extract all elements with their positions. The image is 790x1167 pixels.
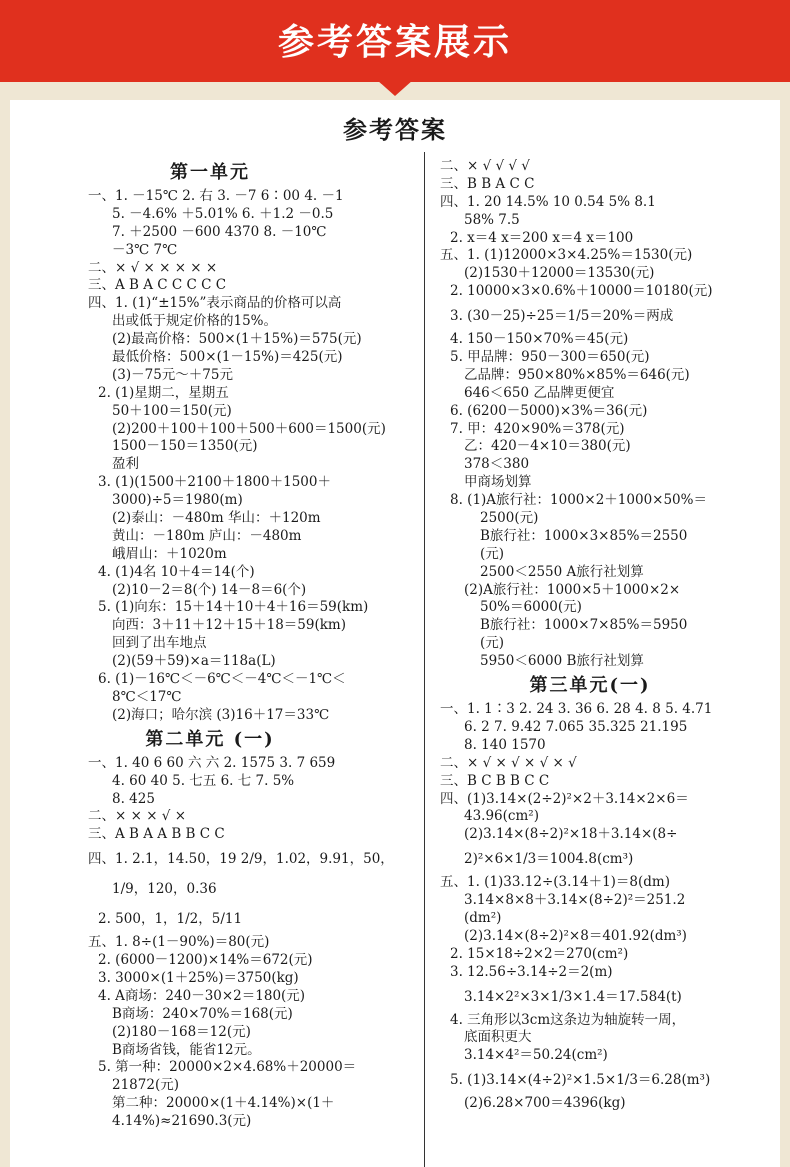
answer-line: 五、1. (1)33.12÷(3.14＋1)＝8(dm) xyxy=(440,874,671,891)
answer-line: 21872(元) xyxy=(112,1077,179,1094)
answer-line: 五、1. 8÷(1－90%)＝80(元) xyxy=(88,934,270,951)
answer-line: 50%＝6000(元) xyxy=(480,599,582,616)
answer-line: 峨眉山：＋1020m xyxy=(112,545,227,562)
answer-line: 出或低于规定价格的15%。 xyxy=(112,313,278,330)
answer-line: 四、1. 2.1，14.50，19 2/9，1.02，9.91，50， xyxy=(88,851,394,868)
answer-line: 5950＜6000 B旅行社划算 xyxy=(480,653,644,670)
answer-line: 4. 60 40 5. 七五 6. 七 7. 5% xyxy=(112,772,295,789)
answer-sheet xyxy=(10,100,780,1167)
answer-line: 5. 甲品牌：950－300＝650(元) xyxy=(450,349,650,366)
answer-line: (2)1530＋12000＝13530(元) xyxy=(464,265,655,282)
answer-line: －3℃ 7℃ xyxy=(112,241,178,258)
answer-line: 3. 3000×(1＋25%)＝3750(kg) xyxy=(98,969,299,986)
answer-line: (2)海口；哈尔滨 (3)16＋17＝33℃ xyxy=(112,706,330,723)
answer-line: 底面积更大 xyxy=(464,1029,532,1046)
answer-line: 二、× × × √ × xyxy=(88,808,187,825)
answer-line: 3. (30－25)÷25＝1/5＝20%＝两成 xyxy=(450,308,674,325)
answer-line: 3.14×8×8＋3.14×(8÷2)²＝251.2 xyxy=(464,892,686,909)
answer-line: 4. 三角形以3cm这条边为轴旋转一周， xyxy=(450,1011,686,1028)
answer-line: 三、A B A C C C C C xyxy=(88,277,227,294)
answer-line: 四、1. (1)“±15%”表示商品的价格可以高 xyxy=(88,295,342,312)
answer-line: (dm²) xyxy=(464,909,502,926)
answer-line: 8. (1)A旅行社：1000×2＋1000×50%＝ xyxy=(450,492,707,509)
answer-line: (2)泰山：－480m 华山：＋120m xyxy=(112,510,321,527)
answer-line: 4. (1)4名 10＋4＝14(个) xyxy=(98,563,255,580)
answer-line: 黄山：－180m 庐山：－480m xyxy=(112,527,302,544)
answer-line: (2)6.28×700＝4396(kg) xyxy=(464,1095,626,1112)
banner-pointer xyxy=(377,80,413,96)
unit-heading: 第一单元 xyxy=(170,162,250,183)
answer-line: 3. (1)(1500＋2100＋1800＋1500＋ xyxy=(98,474,331,491)
answer-line: 5. (1)向东：15＋14＋10＋4＋16＝59(km) xyxy=(98,599,369,616)
answer-line: 三、A B A A B B C C xyxy=(88,826,225,843)
answer-line: 四、(1)3.14×(2÷2)²×2＋3.14×2×6＝ xyxy=(440,790,689,807)
answer-line: 8. 425 xyxy=(112,790,155,807)
answer-line: 二、× √ √ √ √ xyxy=(440,158,530,174)
answer-line: B旅行社：1000×7×85%＝5950 xyxy=(480,617,688,634)
answer-line: B商场省钱，能省12元。 xyxy=(112,1041,261,1058)
column-divider xyxy=(424,152,425,1167)
answer-line: 1500－150＝1350(元) xyxy=(112,438,258,455)
answer-line: (元) xyxy=(480,635,505,652)
answer-line: 甲商场划算 xyxy=(464,474,532,491)
answer-line: B商场：240×70%＝168(元) xyxy=(112,1005,293,1022)
answer-line: 4.14%)≈21690.3(元) xyxy=(112,1113,252,1130)
answer-line: 646＜650 乙品牌更便宜 xyxy=(464,384,615,401)
answer-line: (2)最高价格：500×(1＋15%)＝575(元) xyxy=(112,331,362,348)
answer-line: 2. 10000×3×0.6%＋10000＝10180(元) xyxy=(450,283,713,300)
answer-line: (3)－75元～＋75元 xyxy=(112,366,233,383)
header-banner xyxy=(0,0,790,82)
answer-line: 7. 甲：420×90%＝378(元) xyxy=(450,420,625,437)
answer-line: 43.96(cm²) xyxy=(464,808,539,825)
answer-line: 一、1. －15℃ 2. 右 3. －7 6∶00 4. －1 xyxy=(88,188,344,204)
answer-line: 4. A商场：240－30×2＝180(元) xyxy=(98,987,306,1004)
answer-line: 乙：420－4×10＝380(元) xyxy=(464,438,631,455)
answer-line: 2. x＝4 x＝200 x＝4 x＝100 xyxy=(450,229,634,246)
answer-line: 3.14×2²×3×1/3×1.4＝17.584(t) xyxy=(464,988,682,1005)
answer-line: 第二种：20000×(1＋4.14%)×(1＋ xyxy=(112,1095,335,1112)
answer-line: 最低价格：500×(1－15%)＝425(元) xyxy=(112,349,343,366)
answer-line: 1/9，120，0.36 xyxy=(112,881,217,898)
answer-line: 乙品牌：950×80%×85%＝646(元) xyxy=(464,366,690,383)
answer-line: 378＜380 xyxy=(464,456,530,473)
answer-line: 8. 140 1570 xyxy=(464,736,546,753)
answer-line: (2)200＋100＋100＋500＋600＝1500(元) xyxy=(112,420,386,437)
answer-line: 五、1. (1)12000×3×4.25%＝1530(元) xyxy=(440,247,693,264)
answer-line: 6. 2 7. 9.42 7.065 35.325 21.195 xyxy=(464,718,688,735)
answer-line: 50＋100＝150(元) xyxy=(112,402,232,419)
answer-line: 2)²×6×1/3＝1004.8(cm³) xyxy=(464,851,634,868)
answer-line: 2. (1)星期二，星期五 xyxy=(98,384,229,401)
answer-line: (2)3.14×(8÷2)²×18＋3.14×(8÷ xyxy=(464,826,678,843)
answer-line: 2500＜2550 A旅行社划算 xyxy=(480,563,644,580)
answer-line: 2500(元) xyxy=(480,510,539,527)
answer-line: 3.14×4²＝50.24(cm²) xyxy=(464,1047,608,1064)
answer-line: 一、1. 40 6 60 六 六 2. 1575 3. 7 659 xyxy=(88,754,336,771)
answer-line: 3. 12.56÷3.14÷2＝2(m) xyxy=(450,963,613,980)
answer-line: 四、1. 20 14.5% 10 0.54 5% 8.1 xyxy=(440,193,656,210)
answer-line: (元) xyxy=(480,545,505,562)
banner-title: 参考答案展示 xyxy=(277,22,512,63)
right-column xyxy=(440,158,772,1113)
answer-line: 58% 7.5 xyxy=(464,211,520,228)
answer-line: (2)180－168＝12(元) xyxy=(112,1023,251,1040)
answer-line: 6. (6200－5000)×3%＝36(元) xyxy=(450,402,648,419)
answer-line: (2)10－2＝8(个) 14－8＝6(个) xyxy=(112,581,307,598)
answer-line: 3000)÷5＝1980(m) xyxy=(112,492,243,509)
answer-line: 8℃＜17℃ xyxy=(112,688,182,705)
answer-line: 2. (6000－1200)×14%＝672(元) xyxy=(98,952,313,969)
answer-line: 5. －4.6% ＋5.01% 6. ＋1.2 －0.5 xyxy=(112,205,334,222)
answer-line: 二、× √ × √ × √ × √ xyxy=(440,754,577,771)
answer-line: (2)A旅行社：1000×5＋1000×2× xyxy=(464,581,681,598)
answer-line: 回到了出车地点 xyxy=(112,635,207,652)
document-title: 参考答案 xyxy=(343,115,447,144)
unit-heading: 第二单元 (一) xyxy=(145,728,275,750)
answer-line: 5. (1)3.14×(4÷2)²×1.5×1/3＝6.28(m³) xyxy=(450,1072,711,1089)
answer-line: 6. (1)－16℃＜－6℃＜－4℃＜－1℃＜ xyxy=(98,671,346,688)
answer-line: 三、B B A C C xyxy=(440,175,535,192)
answer-line: 向西：3＋11＋12＋15＋18＝59(km) xyxy=(112,617,346,634)
answer-line: (2)3.14×(8÷2)²×8＝401.92(dm³) xyxy=(464,927,687,944)
answer-line: 三、B C B B C C xyxy=(440,772,550,789)
answer-line: 5. 第一种：20000×2×4.68%＋20000＝ xyxy=(98,1059,357,1076)
answer-line: 二、× √ × × × × × xyxy=(88,259,218,276)
answer-line: 7. ＋2500 －600 4370 8. －10℃ xyxy=(112,223,327,240)
unit-heading: 第三单元(一) xyxy=(529,675,651,697)
answer-line: 一、1. 1∶3 2. 24 3. 36 6. 28 4. 8 5. 4.71 xyxy=(440,701,713,718)
left-column xyxy=(88,158,410,1131)
answer-line: B旅行社：1000×3×85%＝2550 xyxy=(480,527,688,544)
answer-line: 2. 500，1，1/2，5/11 xyxy=(98,911,243,928)
answer-line: (2)(59＋59)×a＝118a(L) xyxy=(112,653,276,670)
answer-line: 4. 150－150×70%＝45(元) xyxy=(450,331,629,348)
answer-line: 2. 15×18÷2×2＝270(cm²) xyxy=(450,945,629,962)
answer-line: 盈利 xyxy=(112,456,139,473)
